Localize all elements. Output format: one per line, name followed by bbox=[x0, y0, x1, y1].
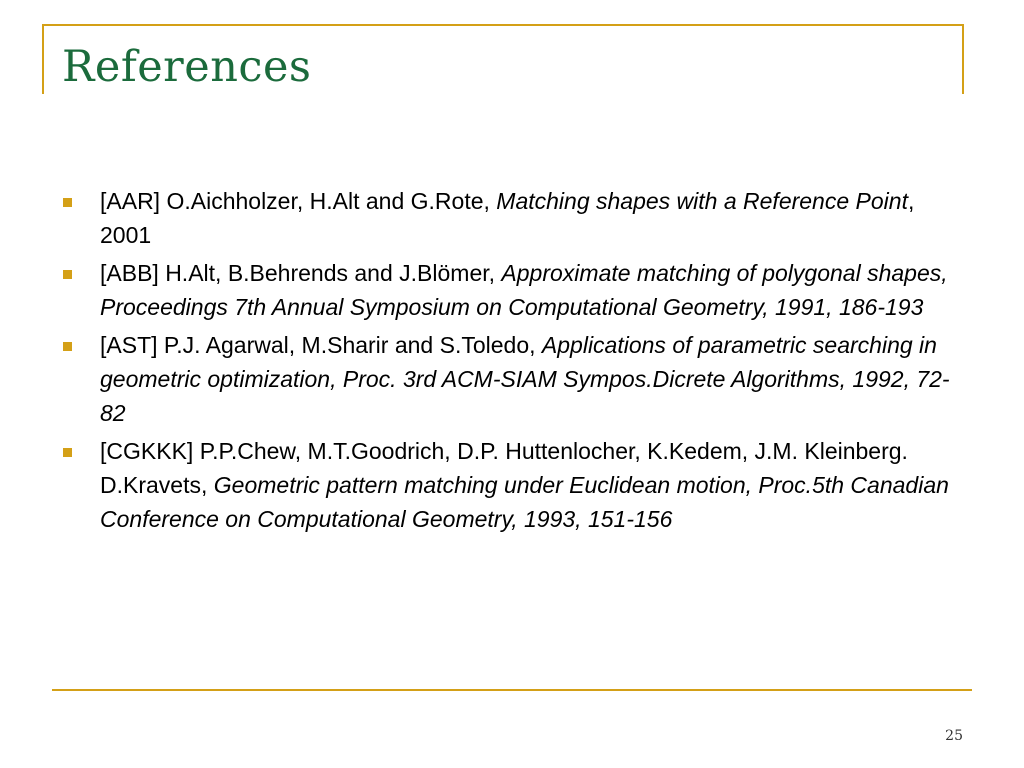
reference-title: Applications of parametric searching in geometric optimization, Proc. 3rd ACM-SIAM Sympos.Dicrete Algorithms, 1992, 72-82 bbox=[100, 332, 950, 426]
reference-item-abb bbox=[60, 256, 970, 324]
reference-authors: [CGKKK] P.P.Chew, M.T.Goodrich, D.P. Huttenlocher, K.Kedem, J.M. Kleinberg. D.Kravets, bbox=[100, 438, 908, 498]
slide-frame-top bbox=[42, 24, 964, 26]
bullet-icon bbox=[63, 270, 72, 279]
reference-item-ast bbox=[60, 328, 970, 430]
reference-item-aar bbox=[60, 184, 970, 252]
reference-authors: [AST] P.J. Agarwal, M.Sharir and S.Toledo, bbox=[100, 332, 542, 358]
slide-title: References bbox=[62, 42, 312, 92]
reference-authors: [AAR] O.Aichholzer, H.Alt and G.Rote, bbox=[100, 188, 497, 214]
reference-list bbox=[60, 184, 970, 540]
reference-authors: [ABB] H.Alt, B.Behrends and J.Blömer, bbox=[100, 260, 502, 286]
bullet-icon bbox=[63, 198, 72, 207]
reference-title: Geometric pattern matching under Euclidean motion, Proc.5th Canadian Conference on Computational Geometry, 1993, 151-156 bbox=[100, 472, 949, 532]
bullet-icon bbox=[63, 448, 72, 457]
reference-year: , 2001 bbox=[100, 188, 915, 248]
bullet-icon bbox=[63, 342, 72, 351]
reference-item-cgkkk bbox=[60, 434, 970, 536]
reference-title: Approximate matching of polygonal shapes, Proceedings 7th Annual Symposium on Computational Geometry, 1991, 186-193 bbox=[100, 260, 948, 320]
page-number: 25 bbox=[945, 728, 963, 744]
slide-frame-left bbox=[42, 24, 44, 94]
reference-title: Matching shapes with a Reference Point bbox=[496, 188, 908, 214]
footer-divider bbox=[52, 689, 972, 691]
slide-frame-right bbox=[962, 24, 964, 94]
